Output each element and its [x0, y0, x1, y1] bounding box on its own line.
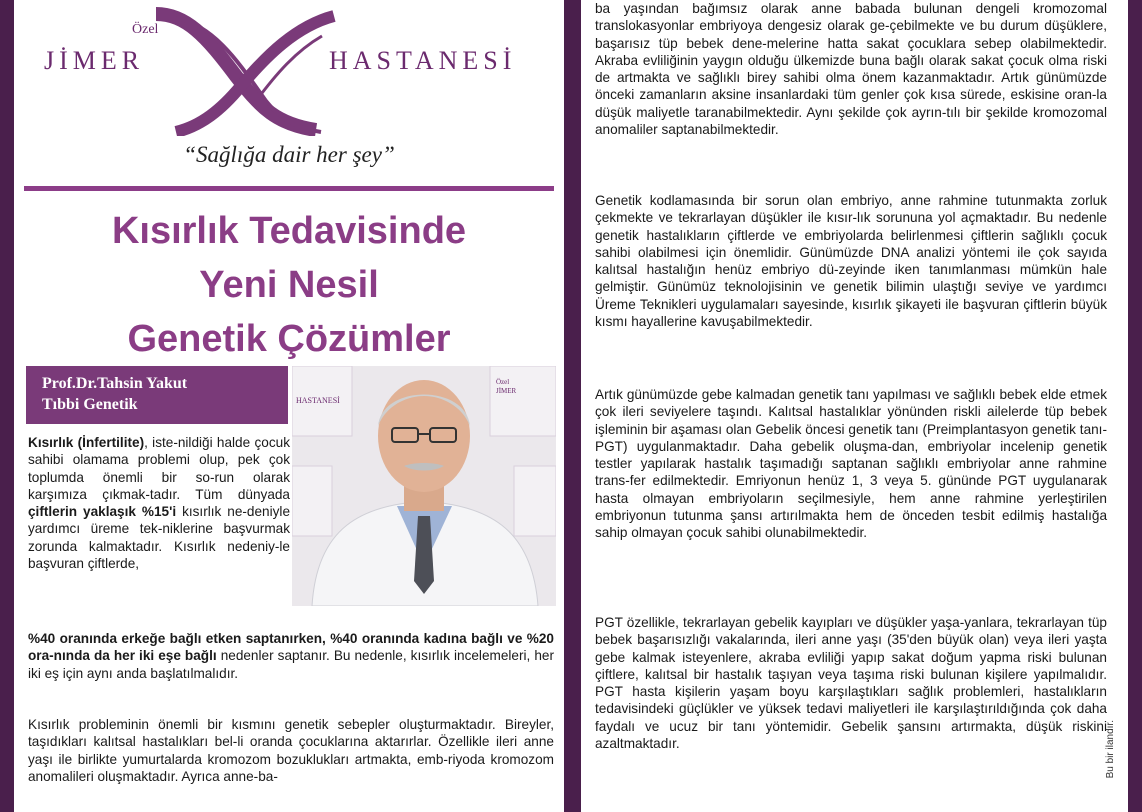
intro-text-1: , iste-nildiği halde çocuk sahibi olamama problemi olup, pek çok toplumda önemli bir so-run olarak karşımıza çıkmak-tadır. Tüm dünyada	[28, 435, 290, 502]
intro-paragraph-b	[28, 630, 554, 682]
author-box	[26, 366, 288, 424]
term-infertility: Kısırlık (İnfertilite)	[28, 435, 145, 450]
right-paragraph-2: Genetik kodlamasında bir sorun olan embriyo, anne rahmine tutunmakta zorluk çekmekte ve tekrarlayan düşükler ile kısır-lık sorununa yol açmaktadır. Bu nedenle genetik hastalıkların çiftlerde ve embriyolarda belirlenmesi çiftlerin sağlıklı çocuk sahibi olabilmesi için önemlidir. Günümüzde DNA analizi yöntemi ile çok sayıda kalıtsal hastalığın henüz embriyo dü-zeyinde iken tanımlanması mümkün hale gelmiştir. Günümüz teknolojisinin ve genetik bilimin ulaştığı seviye ve yardımcı Üreme Teknikleri uygulamaları sayesinde, kısırlık şikayeti ile başvuran çiftlerin büyük kısmı hayallerine kavuşabilmektedir.	[595, 193, 1107, 330]
banner-hastanesi: HASTANESİ	[296, 396, 340, 405]
logo-left-word: JİMER	[44, 46, 145, 75]
genetics-paragraph: Kısırlık probleminin önemli bir kısmını genetik sebepler oluşturmaktadır. Bireyler, taşıdıkları kalıtsal hastalıkları bel-li oranda çocuklarına aktarırlar. Özellikle ileri anne yaşı ile birlikte yumurtalarda kromozom bozuklukları artmakta, emb-riyoda kromozom anomalileri oluşmaktadır. Ayrıca anne-ba-	[28, 717, 554, 784]
hospital-logo	[14, 0, 564, 140]
title-line-1: Kısırlık Tedavisinde	[111, 210, 467, 252]
article-title	[24, 204, 554, 366]
intro-stat-2: %40 oranında erkeğe bağlı etken saptanırken, %40 oranında kadına bağlı ve %20 ora-nında da her iki eşe bağlı	[28, 631, 554, 664]
intro-paragraph-a	[28, 434, 290, 572]
slogan: “Sağlığa dair her şey”	[183, 142, 395, 167]
photo-banner-text	[496, 378, 552, 396]
logo-ozel: Özel	[132, 22, 159, 37]
title-line-2: Yeni Nesil	[199, 264, 379, 306]
author-photo	[292, 366, 556, 606]
divider	[24, 186, 554, 191]
banner-jimer: JİMER	[496, 387, 517, 395]
logo-right-word: HASTANESİ	[329, 46, 517, 75]
intro-stat-1: çiftlerin yaklaşık %15'i	[28, 504, 177, 520]
title-line-3: Genetik Çözümler	[127, 318, 451, 360]
author-name: Prof.Dr.Tahsin Yakut	[42, 375, 188, 392]
author-dept: Tıbbi Genetik	[42, 396, 138, 413]
right-paragraph-1: ba yaşından bağımsız olarak anne babada bulunan dengeli kromozomal translokasyonlar embriyoya dengesiz olarak ge-çebilmekte ve bu durum düşüklere, başarısız tüp bebek dene-melerine hatta sakat çocuklara sebep olabilmektedir. Akraba evliliğinin yaygın olduğu ülkemizde buna bağlı olarak sakat çocuk olma riski de artmakta ve sağlıklı birey sahibi olma önem kazanmaktadır. Artık günümüzde önceki zamanların aksine insanlardaki tüm genler çok kısa sürede, eskisine oran-la düşük maliyetle taranabilmektedir. Aynı şekilde çok ayrın-tılı bir şekilde kromozomal anomaliler saptanabilmektedir.	[595, 1, 1107, 138]
banner-ozel: Özel	[496, 378, 510, 386]
intro-text-2: kısırlık ne-deniyle yardımcı üreme tek-niklerine başvurmak zorunda kalmaktadır. Kısırlık nedeniy-le başvuran çiftlerde,	[28, 504, 290, 572]
logo-x-mark-icon	[146, 6, 346, 136]
left-column	[14, 0, 564, 812]
right-column	[581, 0, 1128, 812]
right-paragraph-4: PGT özellikle, tekrarlayan gebelik kayıpları ve düşükler yaşa-yanlara, tekrarlayan tüp bebek başarısızlığı vakalarında, ileri anne yaşı (35'den büyük olan) veya ileri yaşta gebe kalmak isteyenlere, akraba evliliği yapıp sakat doğum yapma riski bulunan çiftlere, kalıtsal bir hastalık taşıyan veya taşıma riski bulunan kişilere yapılmalıdır. PGT hasta kişilerin yaşam boyu karşılaştıkları sağlık problemleri, hastalıkların tedavisindeki güçlükler ve yüksek tedavi maliyetleri ile karşılaştırıldığında çok daha faydalı ve ucuz bir tanı yöntemidir. Gebelik şansını artırmakta, düşük riskini azaltmaktadır.	[595, 615, 1107, 752]
intro-text-3: nedenler saptanır. Bu nedenle, kısırlık incelemeleri, her iki eş için aynı anda başlatılmalıdır.	[28, 648, 554, 681]
right-paragraph-3: Artık günümüzde gebe kalmadan genetik tanı yapılması ve sağlıklı bebek elde etmek çok ileri seviyelere taşındı. Kalıtsal hastalıklar yönünden riskli ailelerde tüp bebek işleminin bir aşaması olan Gebelik öncesi genetik tanı (Preimplantasyon genetik tanı-PGT) uygulanmaktadır. Daha gebelik oluşma-dan, embriyolar incelenip genetik testler yapılarak hastalık taşımadığı saptanan sağlıklı embriyolar anne rahmine trans-fer edilmektedir. Emriyonun henüz 1, 3 veya 5. gününde PGT uygulanarak hasta olmayan embriyoların seçilmesiyle, hem anne rahmine yerleştirilen embriyonun tutunma şansı artırılmakta hem de önceden tesbit edilmiş hastalığa sahip olmayan çocuk sahibi olunabilmektedir.	[595, 387, 1107, 541]
ad-notice: Bu bir ilandır.	[1105, 720, 1116, 779]
